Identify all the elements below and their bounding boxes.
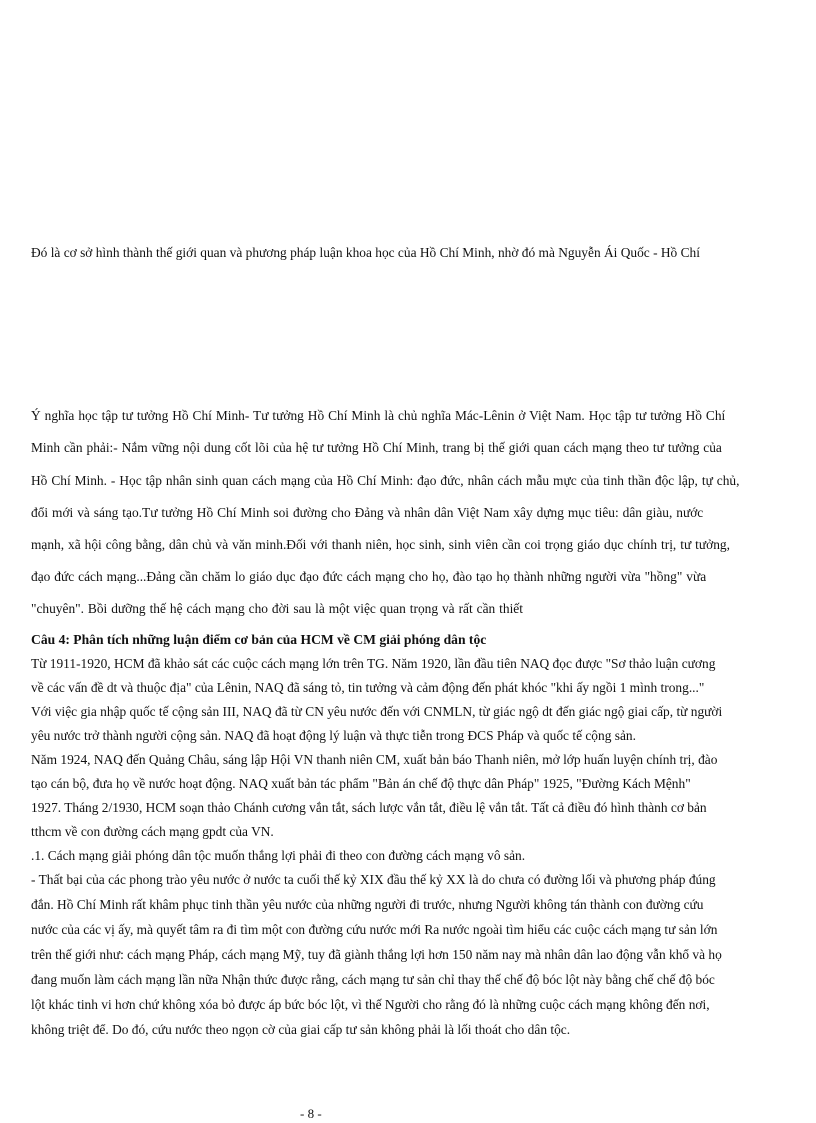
paragraph-line: đạo đức cách mạng...Đảng cần chăm lo giáo dục đạo đức cách mạng cho họ, đào tạo họ thành những người vừa "hồng" vừa bbox=[31, 569, 707, 584]
paragraph-line: Minh cần phải:- Nắm vững nội dung cốt lõi của hệ tư tưởng Hồ Chí Minh, trang bị thế giới quan cách mạng theo tư tưởng của bbox=[31, 440, 722, 455]
paragraph-line: yêu nước trở thành người cộng sản. NAQ đã hoạt động lý luận và thực tiễn trong ĐCS Pháp và quốc tế cộng sản. bbox=[31, 728, 636, 743]
paragraph-line: Từ 1911-1920, HCM đã khảo sát các cuộc cách mạng lớn trên TG. Năm 1920, lần đầu tiên NAQ đọc được "Sơ thảo luận cương bbox=[31, 656, 716, 671]
paragraph-line: 1927. Tháng 2/1930, HCM soạn thảo Chánh cương vắn tắt, sách lược vắn tắt, điều lệ vắn tắt. Tất cả điều đó hình thành cơ bản bbox=[31, 800, 707, 815]
paragraph-line: Hồ Chí Minh. - Học tập nhân sinh quan cách mạng của Hồ Chí Minh: đạo đức, nhân cách mẫu mực của tinh thần độc lập, tự chủ, bbox=[31, 473, 740, 488]
paragraph-line: không triệt để. Do đó, cứu nước theo ngọn cờ của giai cấp tư sản không phải là lối thoát cho dân tộc. bbox=[31, 1022, 571, 1037]
paragraph-line: tạo cán bộ, đưa họ về nước hoạt động. NAQ xuất bản tác phẩm "Bản án chế độ thực dân Pháp" 1925, "Đường Kách Mệnh" bbox=[31, 776, 691, 791]
paragraph-line: nước của các vị ấy, mà quyết tâm ra đi tìm một con đường cứu nước mới Ra nước ngoài tìm hiểu các cuộc cách mạng tư sản lớn bbox=[31, 922, 718, 937]
paragraph-line: lột khác tinh vi hơn chứ không xóa bỏ được áp bức bóc lột, vì thế Người cho rằng đó là những cuộc cách mạng không đến nơi, bbox=[31, 997, 710, 1012]
paragraph-line: đổi mới và sáng tạo.Tư tưởng Hồ Chí Minh soi đường cho Đảng và nhân dân Việt Nam xây dựng mục tiêu: dân giàu, nước bbox=[31, 505, 704, 520]
paragraph-line: mạnh, xã hội công bằng, dân chủ và văn minh.Đối với thanh niên, học sinh, sinh viên cần coi trọng giáo dục chính trị, tư tưởng, bbox=[31, 537, 730, 552]
paragraph-line: .1. Cách mạng giải phóng dân tộc muốn thắng lợi phải đi theo con đường cách mạng vô sản. bbox=[31, 848, 526, 863]
section-heading: Câu 4: Phân tích những luận điểm cơ bản của HCM về CM giải phóng dân tộc bbox=[31, 632, 487, 647]
paragraph-line: về các vấn đề dt và thuộc địa" của Lênin, NAQ đã sáng tỏ, tin tưởng và cảm động đến phát khóc "khi ấy ngồi 1 mình trong..." bbox=[31, 680, 705, 695]
paragraph-line: đắn. Hồ Chí Minh rất khâm phục tinh thần yêu nước của những người đi trước, nhưng Người không tán thành con đường cứu bbox=[31, 897, 704, 912]
paragraph-line: "chuyên". Bồi dưỡng thế hệ cách mạng cho đời sau là một việc quan trọng và rất cần thiết bbox=[31, 601, 523, 616]
paragraph-line: - Thất bại của các phong trào yêu nước ở nước ta cuối thế kỷ XIX đầu thế kỷ XX là do chưa có đường lối và phương pháp đúng bbox=[31, 872, 716, 887]
page-number: - 8 - bbox=[300, 1106, 322, 1121]
paragraph-line: Ý nghĩa học tập tư tưởng Hồ Chí Minh- Tư tưởng Hồ Chí Minh là chủ nghĩa Mác-Lênin ở Việt Nam. Học tập tư tưởng Hồ Chí bbox=[31, 408, 726, 423]
paragraph-line: Đó là cơ sở hình thành thế giới quan và phương pháp luận khoa học của Hồ Chí Minh, nhờ đó mà Nguyễn Ái Quốc - Hồ Chí bbox=[31, 245, 700, 260]
paragraph-line: trên thế giới như: cách mạng Pháp, cách mạng Mỹ, tuy đã giành thắng lợi hơn 150 năm nay mà nhân dân lao động vẫn khổ và họ bbox=[31, 947, 722, 962]
paragraph-line: đang muốn làm cách mạng lần nữa Nhận thức được rằng, cách mạng tư sản chỉ thay thế chế độ bóc lột này bằng chế chế độ bóc bbox=[31, 972, 715, 987]
paragraph-line: Năm 1924, NAQ đến Quảng Châu, sáng lập Hội VN thanh niên CM, xuất bản báo Thanh niên, mở lớp huấn luyện chính trị, đào bbox=[31, 752, 718, 767]
paragraph-line: tthcm về con đường cách mạng gpdt của VN. bbox=[31, 824, 274, 839]
paragraph-line: Với việc gia nhập quốc tế cộng sản III, NAQ đã từ CN yêu nước đến với CNMLN, từ giác ngộ dt đến giác ngộ giai cấp, từ người bbox=[31, 704, 723, 719]
